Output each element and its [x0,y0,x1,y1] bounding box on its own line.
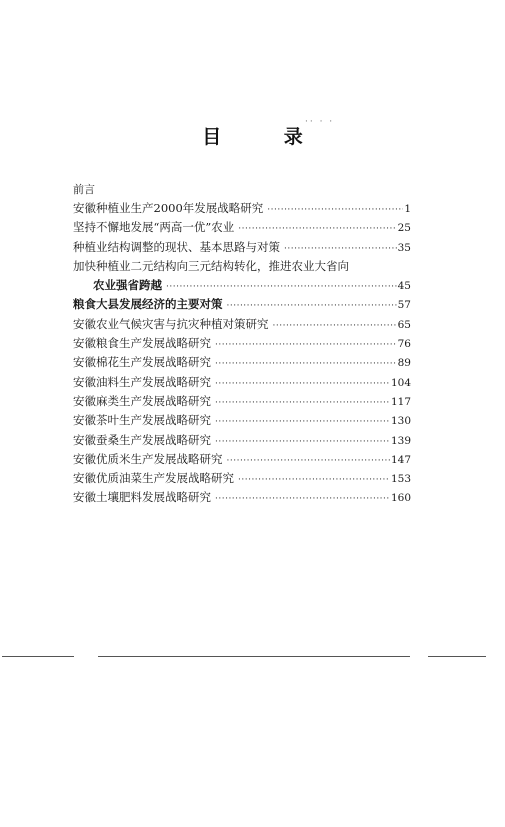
toc-entry [73,373,411,392]
scan-edge-line [428,656,486,657]
toc-entry [73,218,411,237]
dot-leader [215,433,390,452]
dot-leader [267,201,403,220]
toc-entry-title: 安徽茶叶生产发展战略研究 [73,413,211,428]
dot-leader [215,490,390,509]
toc-entry-page: 139 [390,434,411,447]
toc-entry-page: 104 [390,376,411,389]
toc-entry-title: 坚持不懈地发展“两高一优”农业 [73,220,235,235]
toc-entry-continuation [73,276,411,295]
toc-entry [73,450,411,469]
toc-entry [73,295,411,314]
dot-leader [215,394,390,413]
toc-entry [73,257,411,276]
preface-label: 前言 [73,183,95,196]
toc-entry [73,392,411,411]
dot-leader [227,452,390,471]
toc-entry-title: 安徽种植业生产2000年发展战略研究 [73,201,264,215]
toc-entry [73,238,411,257]
toc-entry-page: 25 [397,222,411,235]
scan-edge-line [2,656,74,657]
toc-entry [73,411,411,430]
toc-entry [73,353,411,372]
dot-leader [215,375,390,394]
toc-entry-page: 57 [397,299,411,312]
toc-entry-title: 粮食大县发展经济的主要对策 [73,297,223,312]
toc-entry-page: 45 [397,280,411,293]
toc-entry-title: 农业强省跨越 [93,278,162,293]
toc-entry [73,488,411,507]
toc-entry-page: 76 [397,338,411,351]
toc-entry [73,469,411,488]
dot-leader [215,336,397,355]
scan-edge-line [98,656,410,657]
dot-leader [215,355,397,374]
toc-entry-page: 147 [390,453,411,466]
toc-entry-page: 117 [390,395,411,408]
toc-entry-title: 安徽油料生产发展战略研究 [73,374,211,389]
toc-entry-page: 160 [390,492,411,505]
table-of-contents [73,199,411,508]
toc-entry-title: 安徽粮食生产发展战略研究 [73,336,211,351]
toc-entry-page: 1 [404,203,411,215]
toc-entry-title: 安徽蚕桑生产发展战略研究 [73,432,211,447]
dot-leader [238,471,390,490]
toc-entry-title: 安徽优质米生产发展战略研究 [73,451,223,466]
toc-entry-title: 安徽农业气候灾害与抗灾种植对策研究 [73,316,269,331]
toc-entry-title: 安徽优质油菜生产发展战略研究 [73,471,234,486]
toc-entry-title: 安徽土壤肥料发展战略研究 [73,490,211,505]
toc-entry-page: 89 [397,357,411,370]
toc-entry [73,199,411,218]
toc-entry-title: 安徽棉花生产发展战略研究 [73,355,211,370]
toc-entry-page: 153 [390,473,411,486]
toc-entry [73,315,411,334]
toc-entry [73,334,411,353]
dot-leader [215,413,390,432]
dot-leader [273,317,397,336]
toc-entry-page: 65 [397,318,411,331]
toc-entry-title: 种植业结构调整的现状、基本思路与对策 [73,239,280,254]
toc-entry-page: 35 [397,241,411,254]
scan-speck: ·· · · [305,117,335,127]
toc-entry [73,431,411,450]
toc-entry-title: 加快种植业二元结构向三元结构转化，推进农业大省向 [73,258,349,273]
page-title: 目 录 [202,126,331,148]
toc-entry-page: 130 [390,415,411,428]
toc-entry-title: 安徽麻类生产发展战略研究 [73,393,211,408]
